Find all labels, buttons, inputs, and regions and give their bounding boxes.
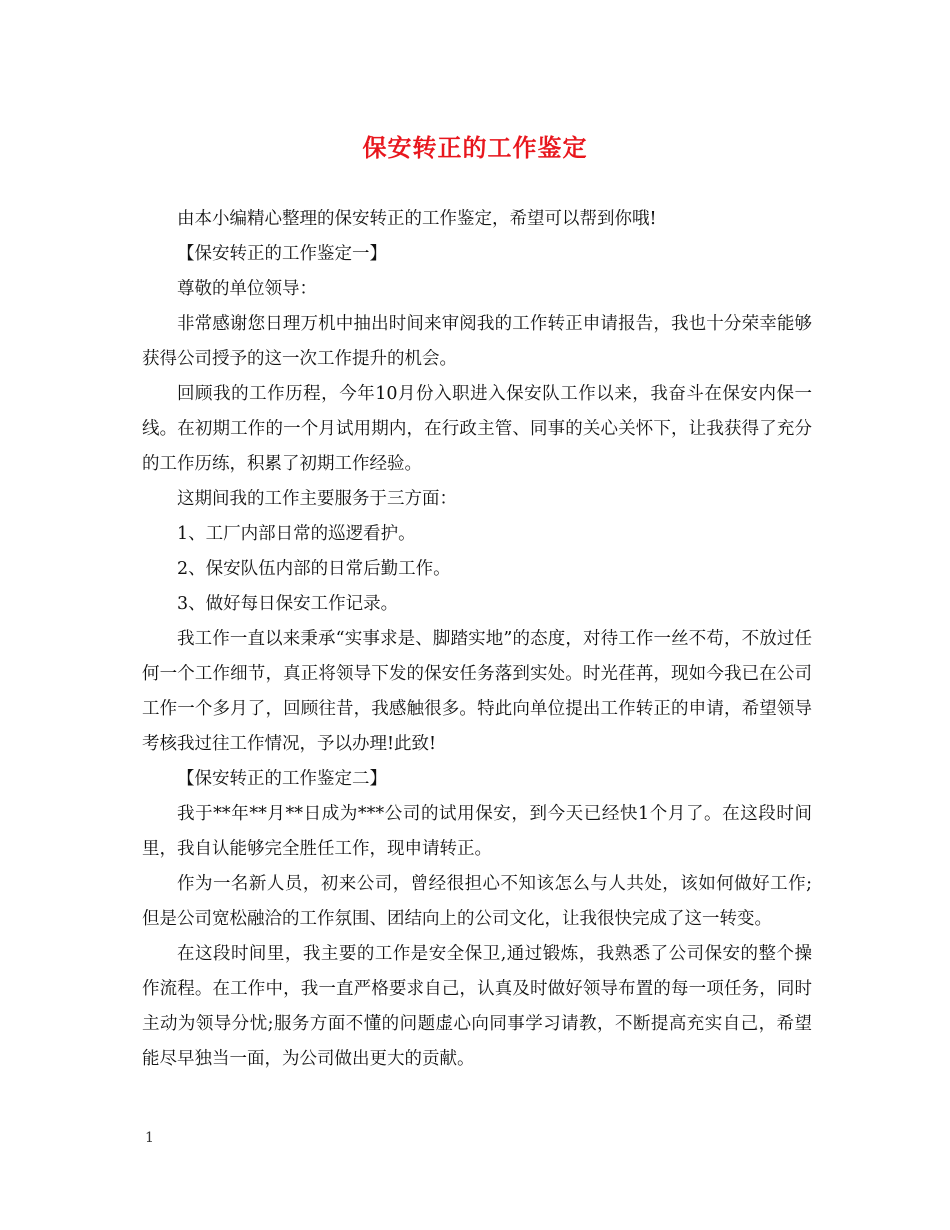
- paragraph-intro: 由本小编精心整理的保安转正的工作鉴定，希望可以帮到你哦!: [177, 209, 657, 229]
- paragraph: 作为一名新人员，初来公司，曾经很担心不知该怎么与人共处，该如何做好工作;但是公司宽松融洽的工作氛围、团结向上的公司文化，让我很快完成了这一转变。: [142, 874, 812, 929]
- page-number: 1: [145, 1130, 154, 1146]
- paragraph: 非常感谢您日理万机中抽出时间来审阅我的工作转正申请报告，我也十分荣幸能够获得公司授予的这一次工作提升的机会。: [142, 314, 812, 369]
- list-item: 3、做好每日保安工作记录。: [177, 594, 399, 614]
- paragraph: 我工作一直以来秉承“实事求是、脚踏实地”的态度，对待工作一丝不苟，不放过任何一个工作细节，真正将领导下发的保安任务落到实处。时光荏苒，现如今我已在公司工作一个多月了，回顾往昔，我感触很多。特此向单位提出工作转正的申请，希望领导考核我过往工作情况，予以办理!此致!: [142, 629, 812, 754]
- paragraph: 这期间我的工作主要服务于三方面：: [177, 489, 457, 509]
- document-body: [142, 202, 812, 1077]
- section-heading-1: 【保安转正的工作鉴定一】: [177, 244, 387, 264]
- paragraph: 我于**年**月**日成为***公司的试用保安，到今天已经快1个月了。在这段时间里，我自认能够完全胜任工作，现申请转正。: [142, 804, 812, 859]
- paragraph: 在这段时间里，我主要的工作是安全保卫,通过锻炼，我熟悉了公司保安的整个操作流程。在工作中，我一直严格要求自己，认真及时做好领导布置的每一项任务，同时主动为领导分忧;服务方面不懂的问题虚心向同事学习请教，不断提高充实自己，希望能尽早独当一面，为公司做出更大的贡献。: [142, 944, 812, 1069]
- section-heading-2: 【保安转正的工作鉴定二】: [177, 769, 387, 789]
- paragraph: 回顾我的工作历程，今年10月份入职进入保安队工作以来，我奋斗在保安内保一线。在初期工作的一个月试用期内，在行政主管、同事的关心关怀下，让我获得了充分的工作历练，积累了初期工作经验。: [142, 384, 812, 474]
- page-title: 保安转正的工作鉴定: [362, 133, 588, 162]
- list-item: 1、工厂内部日常的巡逻看护。: [177, 524, 416, 544]
- list-item: 2、保安队伍内部的日常后勤工作。: [177, 559, 451, 579]
- salutation: 尊敬的单位领导：: [177, 279, 317, 299]
